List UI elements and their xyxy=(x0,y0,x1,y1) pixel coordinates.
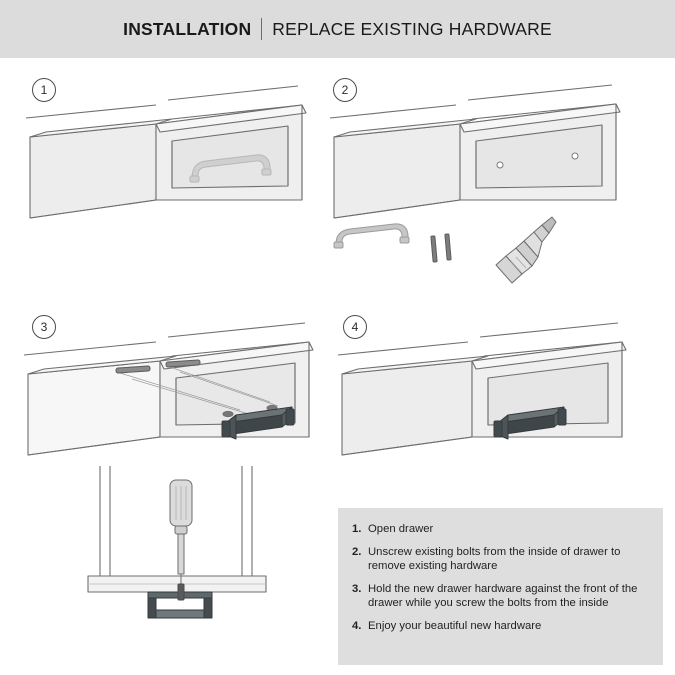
step-4-number: 4 xyxy=(351,320,359,334)
instruction-text: Hold the new drawer hardware against the front of the drawer while you screw the bolts from the inside xyxy=(368,583,638,609)
step-4-illustration xyxy=(330,305,650,505)
step-4-badge xyxy=(343,315,367,339)
instruction-text: Open drawer xyxy=(368,523,434,535)
instruction-number: 3. xyxy=(352,583,362,595)
step-2-panel xyxy=(320,68,640,288)
instruction-item xyxy=(352,619,647,633)
instruction-item xyxy=(352,522,647,536)
step-2-badge xyxy=(333,78,357,102)
screw-detail-panel xyxy=(66,458,316,658)
header-title-group xyxy=(123,18,552,40)
instruction-number: 1. xyxy=(352,523,362,535)
step-3-badge xyxy=(32,315,56,339)
page-title-bold: INSTALLATION xyxy=(123,18,252,39)
instruction-text: Unscrew existing bolts from the inside of drawer to remove existing hardware xyxy=(368,546,621,572)
instruction-text: Enjoy your beautiful new hardware xyxy=(368,620,542,632)
step-2-number: 2 xyxy=(341,83,349,97)
instruction-item xyxy=(352,582,647,610)
screwdriver xyxy=(496,217,556,283)
step-1-illustration xyxy=(20,68,320,288)
step-4-panel xyxy=(330,305,650,505)
step-1-panel xyxy=(20,68,320,288)
instruction-number: 2. xyxy=(352,546,362,558)
page-title-light: REPLACE EXISTING HARDWARE xyxy=(272,18,552,39)
detail-screwdriver xyxy=(170,480,192,592)
screw-detail-illustration xyxy=(66,458,316,658)
step-1-number: 1 xyxy=(40,83,48,97)
instruction-number: 4. xyxy=(352,620,362,632)
header-bar xyxy=(0,0,675,58)
removed-handle xyxy=(334,224,409,248)
instruction-item xyxy=(352,545,647,573)
step-3-number: 3 xyxy=(40,320,48,334)
detail-bolt xyxy=(178,584,184,600)
loose-bolts xyxy=(431,234,451,262)
step-1-badge xyxy=(32,78,56,102)
instructions-panel xyxy=(338,508,663,665)
header-divider xyxy=(261,18,262,40)
step-2-illustration xyxy=(320,68,640,288)
